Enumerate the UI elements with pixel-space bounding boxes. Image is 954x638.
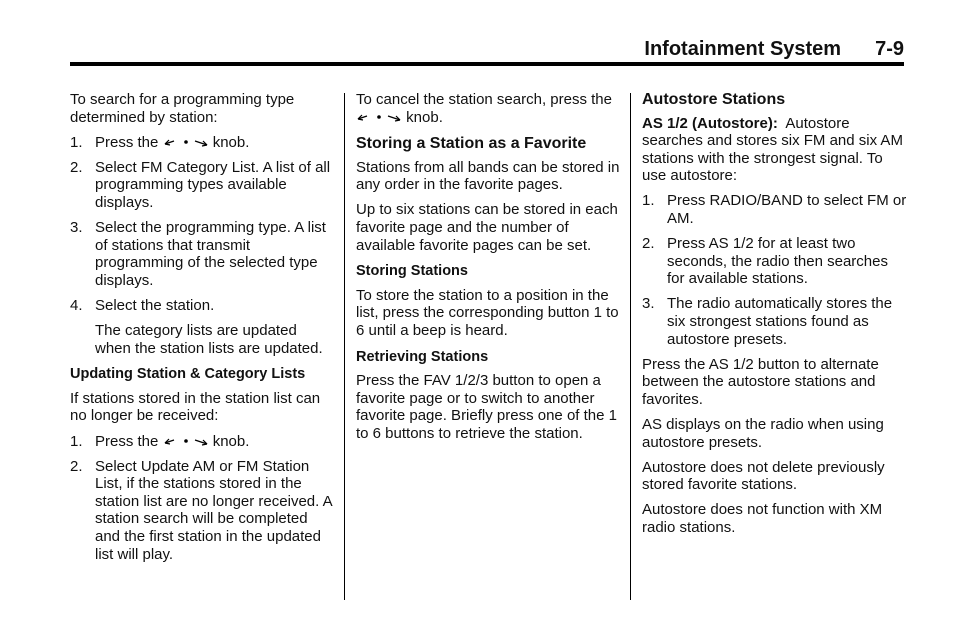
header-rule xyxy=(70,62,904,66)
step-number: 3. xyxy=(70,219,83,237)
column-1 xyxy=(70,91,334,571)
step-number: 3. xyxy=(642,295,655,313)
subheading: Retrieving Stations xyxy=(356,348,489,365)
paragraph: AS displays on the radio when using autostore presets. xyxy=(642,416,884,451)
tune-knob-icon xyxy=(163,137,209,149)
list-item xyxy=(70,134,334,152)
paragraph xyxy=(356,91,620,126)
step-text: Press the xyxy=(95,432,159,450)
paragraph: Stations from all bands can be stored in any order in the favorite pages. xyxy=(356,158,620,194)
section-title: Infotainment System xyxy=(644,38,842,60)
step-number: 2. xyxy=(70,158,83,176)
step-text: knob. xyxy=(212,133,250,151)
paragraph: If stations stored in the station list can no longer be received: xyxy=(70,389,321,425)
paragraph: Press the AS 1/2 button to alternate between the autostore stations and favorites. xyxy=(642,355,879,408)
list-item xyxy=(642,235,908,288)
header-title xyxy=(644,38,904,61)
section-heading: Storing a Station as a Favorite xyxy=(356,135,587,153)
column-divider-1 xyxy=(344,93,345,600)
list-item xyxy=(70,458,334,564)
step-list xyxy=(70,433,334,564)
subheading: Storing Stations xyxy=(356,263,468,280)
paragraph: Autostore does not function with XM radio stations. xyxy=(642,501,883,536)
column-divider-2 xyxy=(630,93,631,600)
subheading: Updating Station & Category Lists xyxy=(70,366,306,383)
step-number: 4. xyxy=(70,296,83,314)
list-item xyxy=(70,297,334,315)
step-list xyxy=(70,134,334,315)
step-text: Select the station. xyxy=(95,296,215,314)
column-2 xyxy=(356,91,620,450)
tune-knob-icon xyxy=(163,436,209,448)
paragraph xyxy=(642,115,908,185)
step-text: knob. xyxy=(212,432,250,450)
step-number: 1. xyxy=(70,432,83,450)
step-number: 1. xyxy=(642,192,655,210)
step-text: Select the programming type. A list of stations that transmit programming of the selected type displays. xyxy=(95,219,326,289)
step-text: Press the xyxy=(95,133,159,151)
tune-knob-icon xyxy=(356,112,402,124)
step-text: The radio automatically stores the six strongest stations found as autostore presets. xyxy=(667,295,893,348)
step-text: Press AS 1/2 for at least two seconds, the radio then searches for available stations. xyxy=(667,235,888,288)
paragraph: Autostore does not delete previously stored favorite stations. xyxy=(642,458,885,494)
step-list xyxy=(642,192,908,348)
list-item xyxy=(642,295,908,348)
term-label: AS 1/2 (Autostore): xyxy=(642,114,778,132)
step-number: 1. xyxy=(70,133,83,151)
step-number: 2. xyxy=(642,235,655,253)
list-item xyxy=(642,192,908,227)
paragraph: The category lists are updated when the station lists are updated. xyxy=(95,322,323,357)
step-text: Press RADIO/BAND to select FM or AM. xyxy=(667,192,907,228)
section-heading: Autostore Stations xyxy=(642,91,786,108)
paragraph: To store the station to a position in the list, press the corresponding button 1 to 6 until a beep is heard. xyxy=(356,286,619,340)
list-item xyxy=(70,219,334,289)
paragraph: Press the FAV 1/2/3 button to open a favorite page or to switch to another favorite page. Briefly press one of the 1 to 6 buttons to retrieve the station. xyxy=(356,372,617,442)
paragraph: Up to six stations can be stored in each favorite page and the number of available favorite pages can be set. xyxy=(356,201,618,254)
step-number: 2. xyxy=(70,457,83,475)
paragraph-text: Autostore searches and stores six FM and six AM stations with the strongest signal. To use autostore: xyxy=(642,114,903,185)
step-text: Select Update AM or FM Station List, if the stations stored in the station list are no longer received. A station search will be completed and the first station in the updated list will play. xyxy=(95,457,332,563)
column-3 xyxy=(642,91,908,544)
list-item xyxy=(70,433,334,451)
paragraph-text: knob. xyxy=(406,108,443,126)
page-number: 7-9 xyxy=(875,38,904,60)
paragraph-text: To cancel the station search, press the xyxy=(356,91,612,108)
step-text: Select FM Category List. A list of all programming types available displays. xyxy=(95,158,331,211)
list-item xyxy=(70,159,334,212)
paragraph: To search for a programming type determined by station: xyxy=(70,91,295,126)
